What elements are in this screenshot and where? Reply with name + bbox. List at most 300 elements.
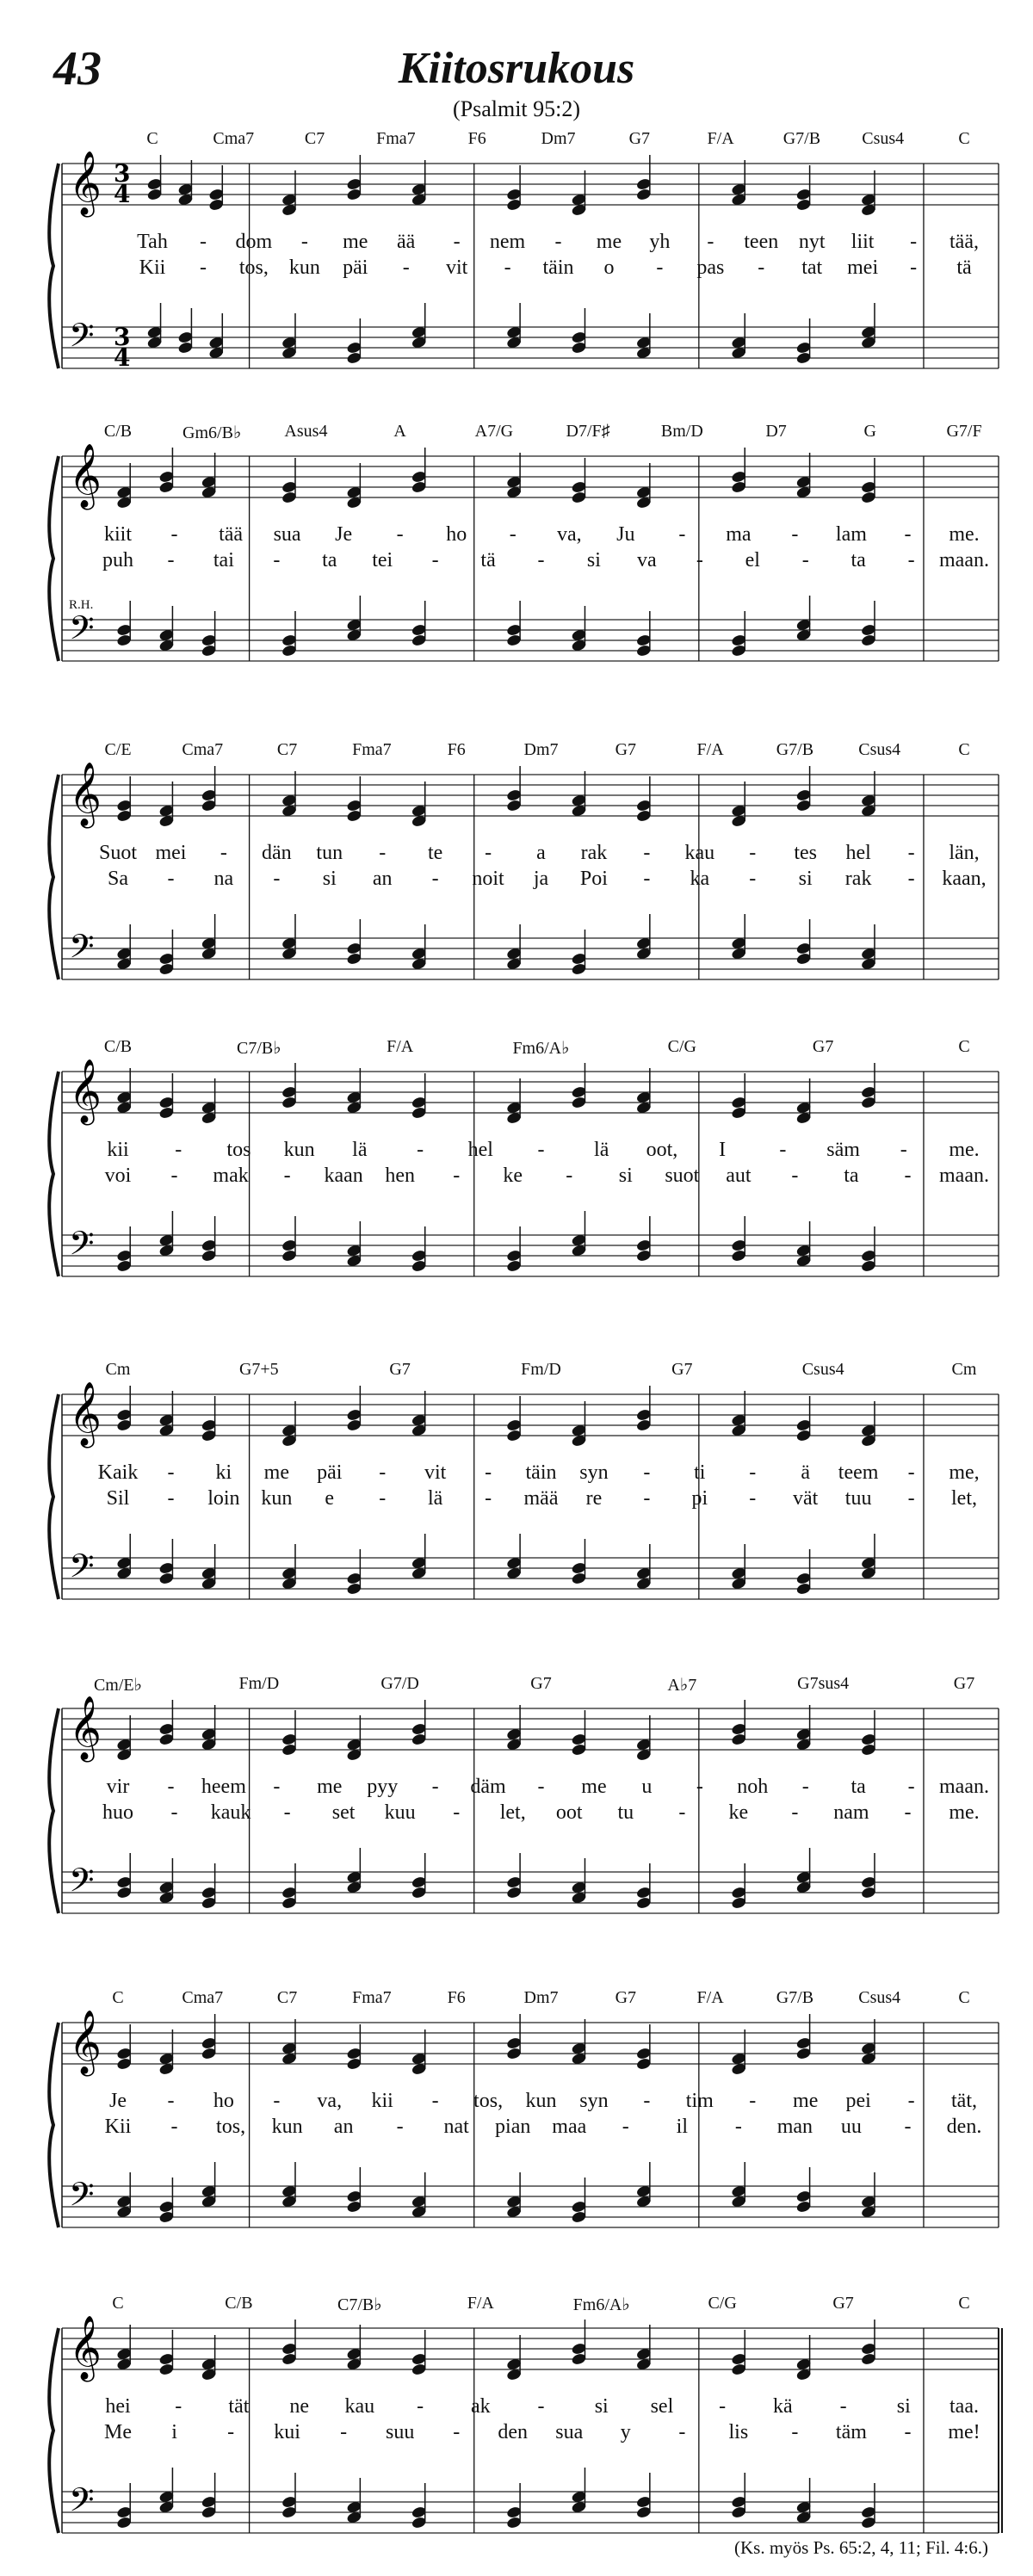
lyric-verse-2: tai: [213, 549, 234, 571]
lyric-verse-1: Je: [109, 2090, 127, 2112]
lyric-verse-1: u: [641, 1776, 653, 1798]
lyric-verse-1: -: [417, 2395, 424, 2418]
lyric-verse-2: -: [504, 256, 511, 279]
lyric-verse-2: me!: [948, 2421, 980, 2443]
lyric-verse-1: -: [678, 523, 686, 546]
lyric-verse-1: -: [643, 2090, 651, 2112]
chord-symbol: A: [393, 422, 406, 441]
lyric-verse-1: -: [379, 1461, 387, 1484]
chord-symbol: Cma7: [182, 740, 224, 759]
lyric-verse-2: let,: [499, 1801, 526, 1824]
lyric-verse-2: kun: [271, 2116, 303, 2138]
lyric-verse-2: tuu: [844, 1487, 872, 1510]
lyric-verse-1: nem: [489, 231, 526, 253]
lyric-verse-2: -: [678, 2421, 686, 2443]
lyric-verse-1: tim: [685, 2090, 714, 2112]
lyric-verse-1: teem: [838, 1461, 879, 1484]
lyric-verse-2: man: [776, 2116, 813, 2138]
right-hand-mark: R.H.: [69, 598, 94, 612]
lyric-verse-1: -: [485, 842, 492, 864]
lyric-verse-1: noh: [737, 1776, 769, 1798]
lyric-verse-1: -: [453, 231, 461, 253]
lyric-verse-1: kii: [371, 2090, 393, 2112]
lyric-verse-2: nam: [833, 1801, 869, 1824]
chord-symbol: Cm: [105, 1360, 131, 1379]
lyric-verse-1: me: [263, 1461, 289, 1484]
lyric-verse-1: -: [749, 842, 757, 864]
lyric-verse-2: -: [340, 2421, 348, 2443]
lyric-verse-1: vir: [106, 1776, 130, 1798]
chord-symbol: G7/B: [776, 740, 814, 759]
lyric-verse-1: tät: [228, 2395, 250, 2418]
lyric-verse-1: me: [793, 2090, 819, 2112]
chord-symbol: C: [958, 2294, 970, 2313]
lyric-verse-2: maa: [552, 2116, 587, 2138]
lyric-verse-2: -: [566, 1164, 573, 1187]
lyric-verse-1: ma: [726, 523, 752, 546]
lyric-verse-2: -: [199, 256, 207, 279]
lyric-verse-2: suu: [385, 2421, 415, 2443]
lyric-verse-2: kaan,: [942, 868, 987, 890]
lyric-verse-1: hei: [105, 2395, 131, 2418]
chord-symbol: G7/F: [946, 422, 982, 441]
lyric-verse-2: si: [798, 868, 813, 890]
lyric-verse-1: maan.: [939, 1776, 989, 1798]
chord-symbol: G7/B: [776, 1988, 814, 2007]
lyric-verse-1: teen: [744, 231, 779, 253]
lyric-verse-2: -: [402, 256, 410, 279]
lyric-verse-2: kun: [288, 256, 320, 279]
chord-symbol: C/E: [104, 740, 132, 759]
lyric-verse-1: kiit: [103, 523, 133, 546]
lyric-verse-2: -: [801, 549, 809, 571]
lyric-verse-1: tos: [226, 1139, 251, 1161]
chord-symbol: C: [112, 2294, 124, 2313]
lyric-verse-2: -: [910, 256, 918, 279]
lyric-verse-2: let,: [951, 1487, 977, 1510]
lyric-verse-1: va,: [317, 2090, 343, 2112]
lyric-verse-1: kun: [525, 2090, 557, 2112]
lyric-verse-2: aut: [726, 1164, 752, 1187]
chord-symbol: A7/G: [474, 422, 514, 441]
lyric-verse-1: -: [791, 523, 799, 546]
chord-symbol: F6: [467, 129, 486, 148]
lyric-verse-1: tun: [316, 842, 343, 864]
lyric-verse-2: mei: [847, 256, 879, 279]
lyric-verse-2: Sa: [108, 868, 128, 890]
chord-symbol: D7/F♯: [566, 422, 610, 441]
lyric-verse-2: -: [758, 256, 765, 279]
lyric-verse-2: kauk: [210, 1801, 251, 1824]
bass-clef-icon: 𝄢: [69, 316, 95, 362]
lyric-verse-1: ho: [213, 2090, 234, 2112]
bass-clef-icon: 𝄢: [69, 608, 95, 655]
lyric-verse-1: syn: [579, 1461, 609, 1484]
music-system: [34, 1988, 1003, 2246]
lyric-verse-2: an: [372, 868, 393, 890]
lyric-verse-1: taa.: [949, 2395, 979, 2418]
lyric-verse-2: ta: [322, 549, 337, 571]
treble-clef-icon: 𝄞: [69, 1696, 102, 1760]
lyric-verse-1: -: [300, 231, 308, 253]
lyric-verse-1: ti: [694, 1461, 706, 1484]
lyric-verse-1: -: [904, 523, 912, 546]
lyric-verse-1: nyt: [798, 231, 826, 253]
lyric-verse-1: tos,: [473, 2090, 504, 2112]
lyric-verse-2: e: [325, 1487, 335, 1510]
lyric-verse-1: me: [596, 231, 622, 253]
lyric-verse-2: rak: [844, 868, 872, 890]
lyric-verse-2: mak: [213, 1164, 249, 1187]
time-signature: 4: [114, 343, 131, 372]
lyric-verse-2: -: [791, 1801, 799, 1824]
lyric-verse-2: pian: [495, 2116, 531, 2138]
lyric-verse-1: -: [509, 523, 516, 546]
lyric-verse-1: -: [537, 2395, 545, 2418]
lyric-verse-1: dän: [261, 842, 292, 864]
chord-symbol: Cma7: [182, 1988, 224, 2007]
lyric-verse-2: -: [904, 1801, 912, 1824]
chord-symbol: F6: [447, 740, 466, 759]
lyric-verse-2: -: [283, 1164, 291, 1187]
lyric-verse-1: säm: [826, 1139, 860, 1161]
lyric-verse-2: re: [585, 1487, 603, 1510]
lyric-verse-2: -: [734, 2116, 742, 2138]
chord-symbol: F/A: [707, 129, 734, 148]
lyric-verse-2: -: [907, 1487, 915, 1510]
lyric-verse-1: -: [431, 2090, 439, 2112]
lyric-verse-1: me: [581, 1776, 607, 1798]
lyric-verse-2: -: [678, 1801, 686, 1824]
treble-clef-icon: 𝄞: [69, 1059, 102, 1123]
lyric-verse-2: i: [171, 2421, 177, 2443]
lyric-verse-2: tu: [617, 1801, 634, 1824]
lyric-verse-2: kaan: [324, 1164, 363, 1187]
lyric-verse-2: Sil: [106, 1487, 130, 1510]
lyric-verse-1: -: [167, 2090, 175, 2112]
lyric-verse-2: tei: [372, 549, 393, 571]
lyric-verse-2: ta: [851, 549, 866, 571]
chord-symbol: G7sus4: [797, 1674, 850, 1693]
lyric-verse-1: tät,: [951, 2090, 977, 2112]
lyric-verse-2: maan.: [939, 549, 989, 571]
chord-symbol: C7: [276, 740, 298, 759]
bass-clef-icon: 𝄢: [69, 927, 95, 973]
chord-symbol: Dm7: [523, 1988, 559, 2007]
lyric-verse-1: Suot: [98, 842, 138, 864]
lyric-verse-2: -: [749, 1487, 757, 1510]
lyric-verse-1: ki: [215, 1461, 232, 1484]
lyric-verse-1: Kaik: [97, 1461, 139, 1484]
lyric-verse-1: te: [427, 842, 443, 864]
chord-symbol: C7: [304, 129, 325, 148]
lyric-verse-2: ka: [690, 868, 710, 890]
lyric-verse-1: pei: [845, 2090, 871, 2112]
lyric-verse-2: -: [749, 868, 757, 890]
chord-symbol: Cm: [951, 1360, 977, 1379]
chord-symbol: C: [146, 129, 158, 148]
music-system: [34, 740, 1003, 998]
chord-symbol: Csus4: [862, 129, 905, 148]
lyric-verse-2: si: [322, 868, 337, 890]
lyric-verse-1: pyy: [367, 1776, 399, 1798]
chord-symbol: C7/B♭: [236, 1039, 281, 1058]
lyric-verse-1: -: [175, 1139, 182, 1161]
lyric-verse-1: tää: [219, 523, 244, 546]
bass-clef-icon: 𝄢: [69, 1547, 95, 1593]
lyric-verse-1: tää,: [949, 231, 979, 253]
lyric-verse-2: uu: [840, 2116, 862, 2138]
lyric-verse-1: -: [167, 1776, 175, 1798]
treble-clef-icon: 𝄞: [69, 763, 102, 826]
lyric-verse-1: kun: [283, 1139, 315, 1161]
lyric-verse-1: hel: [845, 842, 871, 864]
lyric-verse-2: kun: [261, 1487, 293, 1510]
chord-symbol: Gm6/B♭: [182, 423, 242, 442]
lyric-verse-1: va,: [556, 523, 582, 546]
lyric-verse-2: maan.: [939, 1164, 989, 1187]
lyric-verse-2: -: [904, 1164, 912, 1187]
lyric-verse-1: -: [910, 231, 918, 253]
chord-symbol: C/G: [708, 2294, 737, 2313]
chord-symbol: G7: [832, 2294, 854, 2313]
music-system: [34, 1674, 1003, 1932]
lyric-verse-2: den: [498, 2421, 529, 2443]
lyric-verse-2: il: [676, 2116, 688, 2138]
chord-symbol: Fm6/A♭: [512, 1039, 570, 1058]
lyric-verse-2: lis: [728, 2421, 749, 2443]
lyric-verse-1: kau: [344, 2395, 375, 2418]
chord-symbol: C: [958, 1037, 970, 1056]
chord-symbol: Cm/E♭: [93, 1676, 143, 1695]
lyric-verse-2: -: [907, 549, 915, 571]
chord-symbol: C7: [276, 1988, 298, 2007]
lyric-verse-2: -: [453, 1801, 461, 1824]
lyric-verse-2: -: [167, 549, 175, 571]
lyric-verse-1: -: [273, 2090, 281, 2112]
chord-symbol: G7: [389, 1360, 411, 1379]
lyric-verse-1: -: [170, 523, 178, 546]
lyric-verse-2: va: [637, 549, 657, 571]
music-system: [34, 1360, 1003, 1618]
lyric-verse-2: -: [453, 2421, 461, 2443]
chord-symbol: Fm/D: [521, 1360, 561, 1379]
bass-clef-icon: 𝄢: [69, 1224, 95, 1270]
lyric-verse-2: päi: [343, 256, 368, 279]
chord-symbol: G7/D: [380, 1674, 419, 1693]
lyric-verse-2: tä: [956, 256, 972, 279]
chord-symbol: C: [958, 129, 970, 148]
lyric-verse-2: noit: [472, 868, 504, 890]
lyric-verse-2: -: [643, 1487, 651, 1510]
lyric-verse-2: puh: [102, 549, 133, 571]
lyric-verse-1: I: [719, 1139, 727, 1161]
chord-symbol: G7: [530, 1674, 552, 1693]
chord-symbol: Bm/D: [660, 422, 703, 441]
music-system: [34, 2294, 1003, 2552]
scripture-reference: (Ks. myös Ps. 65:2, 4, 11; Fil. 4:6.): [733, 2537, 988, 2558]
lyric-verse-1: däm: [470, 1776, 506, 1798]
chord-symbol: Csus4: [801, 1360, 844, 1379]
chord-symbol: G7: [953, 1674, 975, 1693]
lyric-verse-1: -: [396, 523, 404, 546]
time-signature: 3: [114, 323, 131, 351]
lyric-verse-1: ho: [446, 523, 467, 546]
lyric-verse-1: -: [900, 1139, 907, 1161]
lyric-verse-1: me: [317, 1776, 343, 1798]
lyric-verse-1: kä: [773, 2395, 793, 2418]
chord-symbol: Csus4: [858, 1988, 901, 2007]
chord-symbol: F/A: [696, 1988, 724, 2007]
lyric-verse-1: kau: [684, 842, 715, 864]
lyric-verse-1: -: [907, 2090, 915, 2112]
chord-symbol: A♭7: [667, 1676, 697, 1695]
lyric-verse-1: -: [485, 1461, 492, 1484]
lyric-verse-1: -: [554, 231, 562, 253]
lyric-verse-1: -: [779, 1139, 787, 1161]
lyric-verse-2: -: [791, 1164, 799, 1187]
lyric-verse-2: -: [696, 549, 703, 571]
lyric-verse-1: me.: [949, 523, 980, 546]
lyric-verse-1: -: [175, 2395, 182, 2418]
lyric-verse-1: ää: [397, 231, 416, 253]
lyric-verse-1: hel: [467, 1139, 493, 1161]
lyric-verse-2: tä: [480, 549, 496, 571]
brace: [49, 1072, 59, 1276]
lyric-verse-1: -: [749, 1461, 757, 1484]
chord-symbol: F6: [447, 1988, 466, 2007]
lyric-verse-2: -: [379, 1487, 387, 1510]
lyric-verse-1: si: [594, 2395, 609, 2418]
lyric-verse-1: päi: [317, 1461, 343, 1484]
lyric-verse-2: -: [907, 868, 915, 890]
chord-symbol: F/A: [467, 2294, 494, 2313]
lyric-verse-2: -: [904, 2116, 912, 2138]
lyric-verse-1: -: [537, 1776, 545, 1798]
lyric-verse-1: syn: [579, 2090, 609, 2112]
lyric-verse-1: sel: [650, 2395, 674, 2418]
lyric-verse-1: Je: [335, 523, 353, 546]
lyric-verse-1: -: [707, 231, 714, 253]
treble-clef-icon: 𝄞: [69, 444, 102, 508]
chord-symbol: Fma7: [352, 740, 392, 759]
chord-symbol: C/B: [103, 422, 133, 441]
lyric-verse-2: ke: [503, 1164, 523, 1187]
chord-symbol: C: [958, 740, 970, 759]
treble-clef-icon: 𝄞: [69, 2316, 102, 2380]
lyric-verse-2: ja: [533, 868, 549, 890]
lyric-verse-2: tos,: [216, 2116, 246, 2138]
lyric-verse-1: me: [343, 231, 368, 253]
lyric-verse-1: me,: [949, 1461, 980, 1484]
chord-symbol: G7: [671, 1360, 693, 1379]
lyric-verse-2: -: [396, 2116, 404, 2138]
lyric-verse-2: täm: [835, 2421, 867, 2443]
lyric-verse-2: lä: [427, 1487, 443, 1510]
lyric-verse-2: oot: [555, 1801, 583, 1824]
lyric-verse-2: kui: [274, 2421, 300, 2443]
lyric-verse-1: -: [696, 1776, 703, 1798]
lyric-verse-1: -: [643, 842, 651, 864]
lyric-verse-1: ne: [289, 2395, 309, 2418]
lyric-verse-1: si: [896, 2395, 911, 2418]
lyric-verse-2: el: [745, 549, 760, 571]
lyric-verse-2: -: [273, 868, 281, 890]
chord-symbol: Asus4: [284, 422, 328, 441]
lyric-verse-1: -: [273, 1776, 281, 1798]
chord-symbol: C: [112, 1988, 124, 2007]
lyric-verse-2: si: [586, 549, 601, 571]
chord-symbol: F/A: [387, 1037, 414, 1056]
lyric-verse-1: lä: [594, 1139, 609, 1161]
chord-symbol: Fma7: [352, 1988, 392, 2007]
lyric-verse-2: -: [170, 2116, 178, 2138]
lyric-verse-2: vit: [445, 256, 468, 279]
lyric-verse-2: tat: [801, 256, 823, 279]
lyric-verse-2: suot: [665, 1164, 700, 1187]
lyric-verse-2: mää: [523, 1487, 559, 1510]
lyric-verse-1: lä: [352, 1139, 368, 1161]
lyric-verse-1: -: [199, 231, 207, 253]
lyric-verse-2: loin: [207, 1487, 240, 1510]
lyric-verse-2: -: [273, 549, 281, 571]
lyric-verse-2: -: [167, 1487, 175, 1510]
lyric-verse-1: liit: [851, 231, 875, 253]
chord-symbol: G7: [812, 1037, 834, 1056]
lyric-verse-1: lam: [835, 523, 867, 546]
hymn-subtitle: (Psalmit 95:2): [452, 96, 581, 121]
lyric-verse-1: a: [536, 842, 546, 864]
lyric-verse-2: si: [618, 1164, 633, 1187]
lyric-verse-2: -: [170, 1801, 178, 1824]
brace: [49, 1394, 59, 1599]
lyric-verse-1: -: [801, 1776, 809, 1798]
treble-clef-icon: 𝄞: [69, 1382, 102, 1446]
chord-symbol: G7: [615, 1988, 637, 2007]
lyric-verse-1: heem: [201, 1776, 246, 1798]
lyric-verse-2: hen: [385, 1164, 415, 1187]
lyric-verse-2: den.: [946, 2116, 982, 2138]
chord-symbol: Dm7: [523, 740, 559, 759]
time-signature: 4: [114, 180, 131, 208]
chord-symbol: F/A: [696, 740, 724, 759]
hymn-title: Kiitosrukous: [398, 44, 635, 93]
music-system: [34, 422, 1003, 680]
lyric-verse-2: -: [170, 1164, 178, 1187]
bass-clef-icon: 𝄢: [69, 2175, 95, 2221]
bass-clef-icon: 𝄢: [69, 1861, 95, 1907]
brace: [49, 2328, 59, 2533]
chord-symbol: C/B: [225, 2294, 253, 2313]
lyric-verse-2: -: [791, 2421, 799, 2443]
lyric-verse-2: -: [537, 549, 545, 571]
brace: [49, 456, 59, 661]
lyric-verse-2: huo: [102, 1801, 133, 1824]
chord-symbol: G: [863, 422, 876, 441]
chord-symbol: G7/B: [782, 129, 821, 148]
lyric-verse-1: ta: [851, 1776, 866, 1798]
lyric-verse-2: Me: [104, 2421, 132, 2443]
lyric-verse-1: -: [643, 1461, 651, 1484]
chord-symbol: G7: [615, 740, 637, 759]
lyric-verse-1: -: [431, 1776, 439, 1798]
brace: [49, 775, 59, 979]
lyric-verse-1: -: [907, 1461, 915, 1484]
lyric-verse-2: täin: [542, 256, 574, 279]
lyric-verse-1: yh: [649, 231, 671, 253]
lyric-verse-2: na: [213, 868, 234, 890]
lyric-verse-2: tos,: [238, 256, 269, 279]
